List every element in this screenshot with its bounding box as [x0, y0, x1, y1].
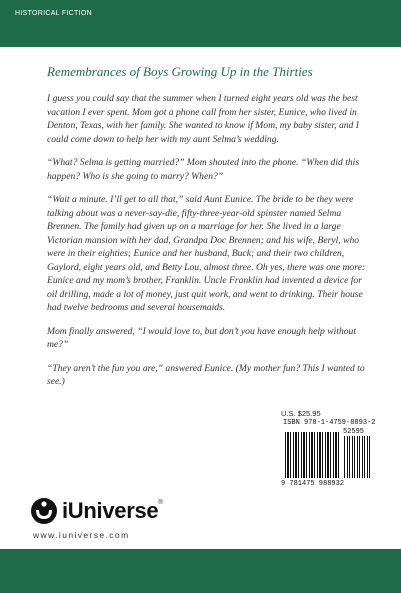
price-label: U.S. $25.95	[281, 409, 321, 418]
isbn-label: ISBN 978-1-4759-8893-2	[283, 419, 376, 427]
blurb-paragraph: “Wait a minute. I’ll get to all that,” said Aunt Eunice. The bride to be they were talking about was a never-say-die, fifty-three-year-old spinster named Selma Brennen. The family had given up on a marriage for her. She lived in a large Victorian mansion with her dad, Grandpa Doc Brennen; and his wife, Beryl, who were in their eighties; Eunice and her husband, Buck; and their two children, Gaylord, eight years old, and Betty Lou, almost three. Oh yes, there was one more: Eunice and my mom’s brother, Franklin. Uncle Franklin had invented a device for oil drilling, made a lot of money, just quit work, and went to drinking. Their house had twelve bedrooms and several housemaids.	[47, 194, 366, 313]
cover-headline: Remembrances of Boys Growing Up in the Thirties	[47, 64, 313, 79]
genre-label: HISTORICAL FICTION	[15, 10, 92, 17]
bottom-color-band	[0, 549, 401, 593]
publisher-logo-icon	[30, 497, 58, 525]
blurb-paragraph: Mom finally answered, “I would love to, but don’t you have enough help without me?”	[47, 325, 357, 350]
blurb-paragraph: “What? Selma is getting married?” Mom shouted into the phone. “When did this happen? Who is she going to marry? When?”	[47, 157, 360, 182]
blurb-paragraph: I guess you could say that the summer when I turned eight years old was the best vacation I ever spent. Mom got a phone call from her sister, Eunice, who lived in Denton, Texas, with her family. She wanted to know if Mom, my baby sister, and I could come down to help her with my aunt Selma’s wedding.	[47, 93, 359, 145]
barcode-digits: 9 781475 988932	[281, 480, 345, 488]
price-addon-code: 52595	[343, 428, 365, 436]
ean-barcode	[285, 432, 341, 478]
blurb-text	[47, 92, 369, 399]
blurb-paragraph: “They aren’t the fun you are,” answered Eunice. (My mother fun? This I wanted to see.)	[47, 362, 365, 387]
top-color-band	[0, 0, 401, 47]
publisher-name: iUniverse	[62, 498, 159, 523]
publisher-logo-text	[62, 498, 162, 524]
trademark-symbol: ®	[158, 500, 163, 506]
publisher-website: www.iuniverse.com	[33, 530, 130, 540]
addon-barcode	[344, 436, 372, 478]
